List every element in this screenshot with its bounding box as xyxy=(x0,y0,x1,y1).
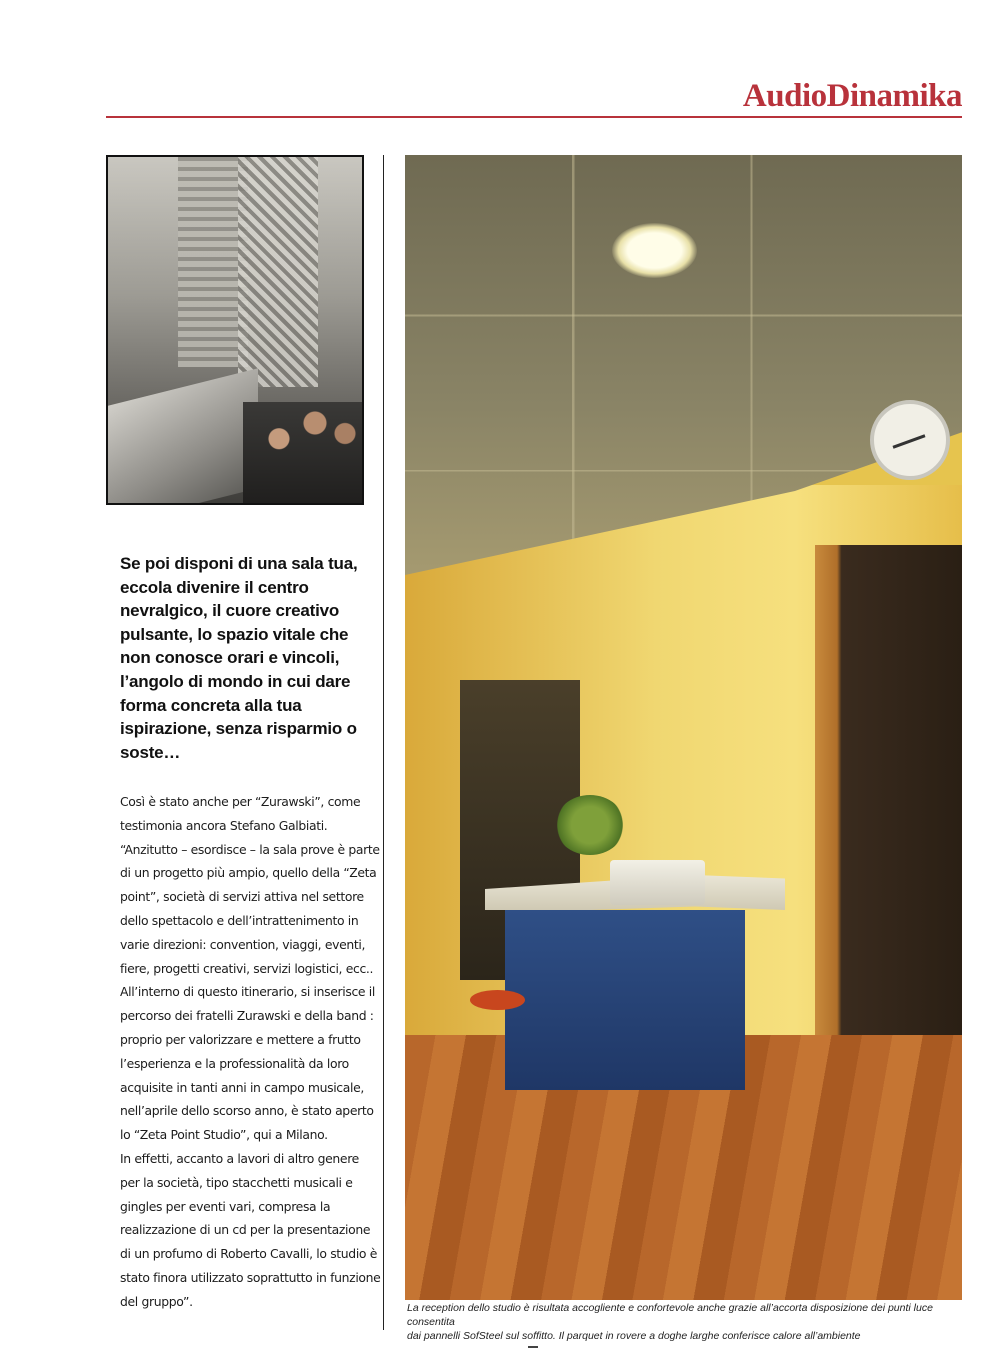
wall-clock-icon xyxy=(870,400,950,480)
printer xyxy=(610,860,705,905)
band-members xyxy=(243,402,363,505)
door-frame xyxy=(815,545,962,1105)
photo-caption xyxy=(407,1301,967,1343)
caption-line: La reception dello studio è risultata accogliente e confortevole anche grazie all’accorta disposizione dei punti luce consentita xyxy=(407,1302,933,1328)
magazine-brand: AudioDinamika xyxy=(742,78,962,114)
pull-quote: Se poi disponi di una sala tua, eccola divenire il centro nevralgico, il cuore creativo pulsante, lo spazio vitale che non conosce orari e vincoli, l’angolo di mondo in cui dare forma concreta alla tua ispirazione, senza risparmio o soste… xyxy=(120,554,358,762)
plant xyxy=(555,795,625,855)
chair xyxy=(470,990,525,1010)
body-paragraph: All’interno di questo itinerario, si inserisce il percorso dei fratelli Zurawski e della band : proprio per valorizzare e mettere a frutto l’esperienza e la professionalità da loro acquisite in tanti anni in campo musicale, nell’aprile dello scorso anno, è stato aperto lo “Zeta Point Studio”, qui a Milano. xyxy=(120,984,375,1143)
column-divider xyxy=(383,155,384,1330)
header-rule xyxy=(106,116,962,118)
mixing-console xyxy=(108,368,258,505)
caption-line: dai pannelli SofSteel sul soffitto. Il parquet in rovere a doghe larghe conferisce calore all’ambiente xyxy=(407,1330,861,1342)
article-body xyxy=(120,790,382,1314)
ceiling-light xyxy=(612,223,697,278)
band-studio-photo xyxy=(106,155,364,505)
body-paragraph: In effetti, accanto a lavori di altro genere per la società, tipo stacchetti musicali e gingles per eventi vari, compresa la realizzazione di un cd per la presentazione di un profumo di Roberto Cavalli, lo studio è stato finora utilizzato soprattutto in funzione del gruppo”. xyxy=(120,1150,381,1309)
page-mark xyxy=(528,1346,538,1348)
reception-photo xyxy=(405,155,962,1300)
reception-desk xyxy=(505,910,745,1090)
acoustic-panel xyxy=(238,157,318,387)
body-paragraph: Così è stato anche per “Zurawski”, come testimonia ancora Stefano Galbiati. “Anzitutto – esordisce – la sala prove è parte di un progetto più ampio, quello della “Zeta point”, società di servizi attiva nel settore dello spettacolo e dell’intrattenimento in varie direzioni: convention, viaggi, eventi, fiere, progetti creativi, servizi logistici, ecc.. xyxy=(120,794,380,976)
